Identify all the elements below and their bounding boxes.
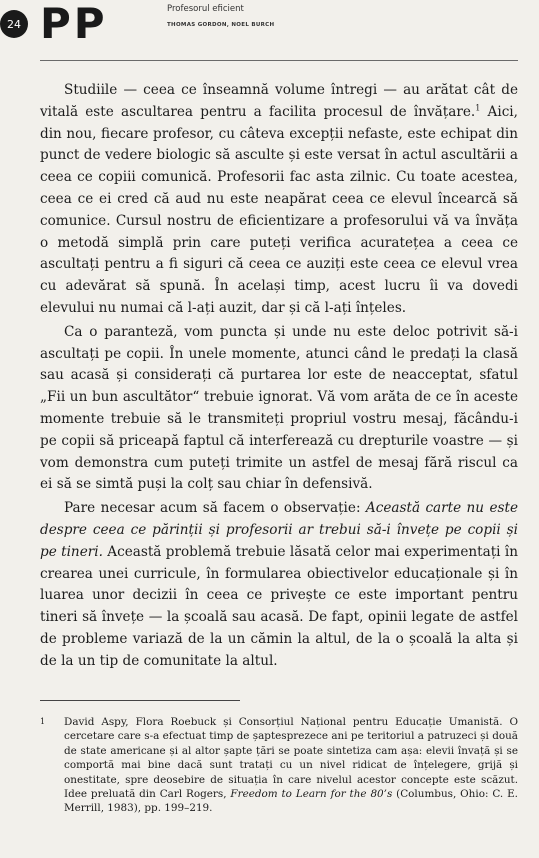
running-header — [0, 0, 539, 56]
footnote-number: 1 — [40, 717, 46, 726]
footnote-reference[interactable]: 1 — [475, 103, 481, 113]
paragraph-1-text-a: Studiile — ceea ce înseamnă volume întregi — au arătat cât de vitală este ascultarea pentru a facilita procesul de învățare. — [40, 82, 518, 120]
footnote — [40, 715, 518, 816]
paragraph-1 — [40, 80, 518, 320]
footnote-text — [64, 715, 518, 816]
book-title: Profesorul eficient — [167, 4, 244, 14]
footnote-book-title: Freedom to Learn for the 80’s — [230, 788, 393, 801]
footnote-text-b: (Columbus, Ohio: C. E. Merrill, 1983), pp. 199–219. — [64, 788, 518, 815]
paragraph-3-emphasis: Această carte nu este despre ceea ce părinții și profesorii ar trebui să-i învețe pe copii și pe tineri. — [40, 500, 518, 560]
footnote-divider — [40, 700, 240, 701]
paragraph-3 — [40, 498, 518, 672]
paragraph-1-text-b: Aici, din nou, fiecare profesor, cu câteva excepții nefaste, este echipat din punct de vedere biologic să asculte și este versat în actul ascultării a ceea ce copiii comunică. Profesorii fac asta zilnic. Cu toate acestea, ceea ce ei cred că aud nu este neapărat ceea ce elevul încearcă să comunice. Cursul nostru de eficientizare a profesorului vă va învăța o metodă simplă prin care puteți verifica acuratețea a ceea ce ascultați pentru a fi siguri că ceea ce auziți este ceea ce elevul vrea cu adevărat să spună. În același timp, acest lucru îi va dovedi elevului nu numai că l-ați auzit, dar și că l-ați înțeles. — [40, 103, 518, 316]
header-divider — [40, 60, 518, 61]
footnote-text-a: David Aspy, Flora Roebuck și Consorțiul Național pentru Educație Umanistă. O cercetare care s-a efectuat timp de șaptesprezece ani pe teritoriul a patruzeci și două de state americane și al altor șapte țări se poate sintetiza cam așa: elevii învață și se comportă mai bine dacă sunt tratați cu un nivel ridicat de înțelegere, grijă și onestitate, spre deosebire de situația în care nivelul acestor concepte este scăzut. Idee preluată din Carl Rogers, — [64, 716, 518, 801]
paragraph-2: Ca o paranteză, vom puncta și unde nu este deloc potrivit să-i ascultați pe copii. În unele momente, atunci când le predați la clasă sau acasă și considerați că purtarea lor este de neacceptat, sfatul „Fii un bun ascultător“ trebuie ignorat. Vă vom arăta de ce în aceste momente trebuie să le transmiteți propriul vostru mesaj, făcându-i pe copii să priceapă faptul că interferează cu drepturile voastre — și vom demonstra cum puteți trimite un astfel de mesaj fără riscul ca ei să se simtă puși la colț sau chiar în defensivă. — [40, 323, 518, 493]
paragraph-3-text-b: Această problemă trebuie lăsată celor mai experimentați în crearea unei curricule, în formularea obiectivelor educaționale și în luarea unor decizii în ceea ce privește ce este important pentru tineri să învețe — la școală sau acasă. De fapt, opinii legate de astfel de probleme variază de la un cămin la altul, de la o școală la alta și de la un tip de comunitate la altul. — [40, 543, 518, 669]
paragraph-3-text-a: Pare necesar acum să facem o observație: — [64, 500, 366, 517]
book-authors: THOMAS GORDON, NOEL BURCH — [167, 22, 275, 28]
body-text — [40, 80, 518, 673]
publisher-logo: PP — [40, 0, 108, 48]
page-number: 24 — [0, 10, 28, 38]
